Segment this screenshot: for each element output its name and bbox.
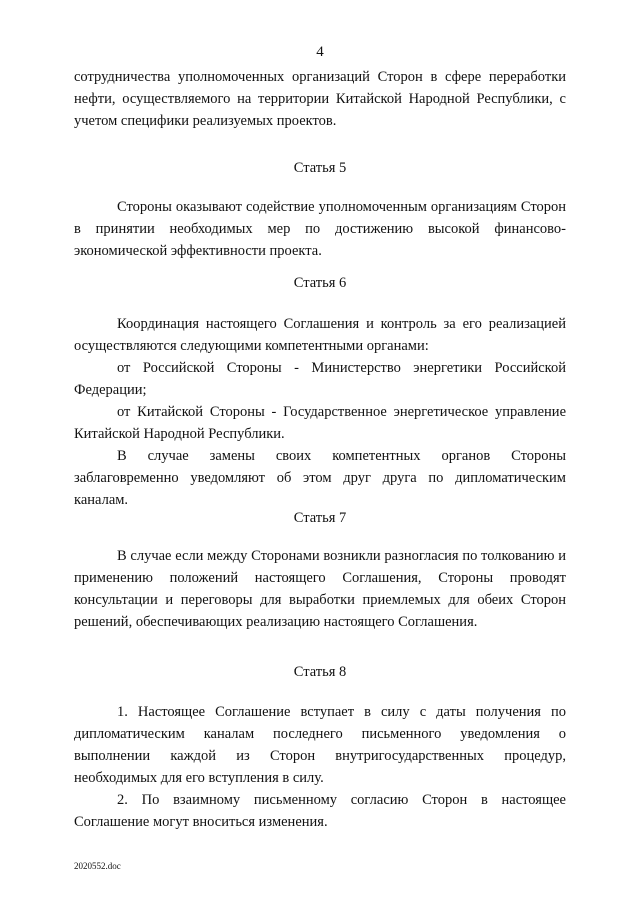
paragraph: сотрудничества уполномоченных организаций Сторон в сфере переработки нефти, осуществляемого на территории Китайской Народной Республики, с учетом специфики реализуемых проектов. [74,69,566,129]
file-name-footer: 2020552.doc [74,861,121,871]
article-6-heading: Статья 6 [293,275,347,291]
article-7-heading: Статья 7 [293,510,347,526]
paragraph: Стороны оказывают содействие уполномоченным организациям Сторон в принятии необходимых мер по достижению высокой финансово-экономической эффективности проекта. [74,199,566,259]
article-5-body [74,196,566,262]
article-5-heading: Статья 5 [293,160,347,176]
article-6-body [74,313,566,511]
paragraph: Координация настоящего Соглашения и контроль за его реализацией осуществляются следующими компетентными органами: [74,316,566,354]
paragraph: 1. Настоящее Соглашение вступает в силу с даты получения по дипломатическим каналам последнего письменного уведомления о выполнении каждой из Сторон внутригосударственных процедур, необходимых для его вступления в силу. [74,704,566,786]
article-8-body [74,701,566,833]
paragraph: от Китайской Стороны - Государственное энергетическое управление Китайской Народной Республики. [74,404,566,442]
page-number: 4 [316,44,324,60]
paragraph: В случае замены своих компетентных органов Стороны заблаговременно уведомляют об этом друг друга по дипломатическим каналам. [74,448,566,508]
paragraph: В случае если между Сторонами возникли разногласия по толкованию и применению положений настоящего Соглашения, Стороны проводят консультации и переговоры для выработки приемлемых для обеих Сторон решений, обеспечивающих реализацию настоящего Соглашения. [74,548,566,630]
article-8-heading: Статья 8 [293,664,347,680]
paragraph: от Российской Стороны - Министерство энергетики Российской Федерации; [74,360,566,398]
paragraph: 2. По взаимному письменному согласию Сторон в настоящее Соглашение могут вноситься изменения. [74,792,566,830]
article-7-body [74,545,566,633]
intro-paragraph [74,66,566,132]
